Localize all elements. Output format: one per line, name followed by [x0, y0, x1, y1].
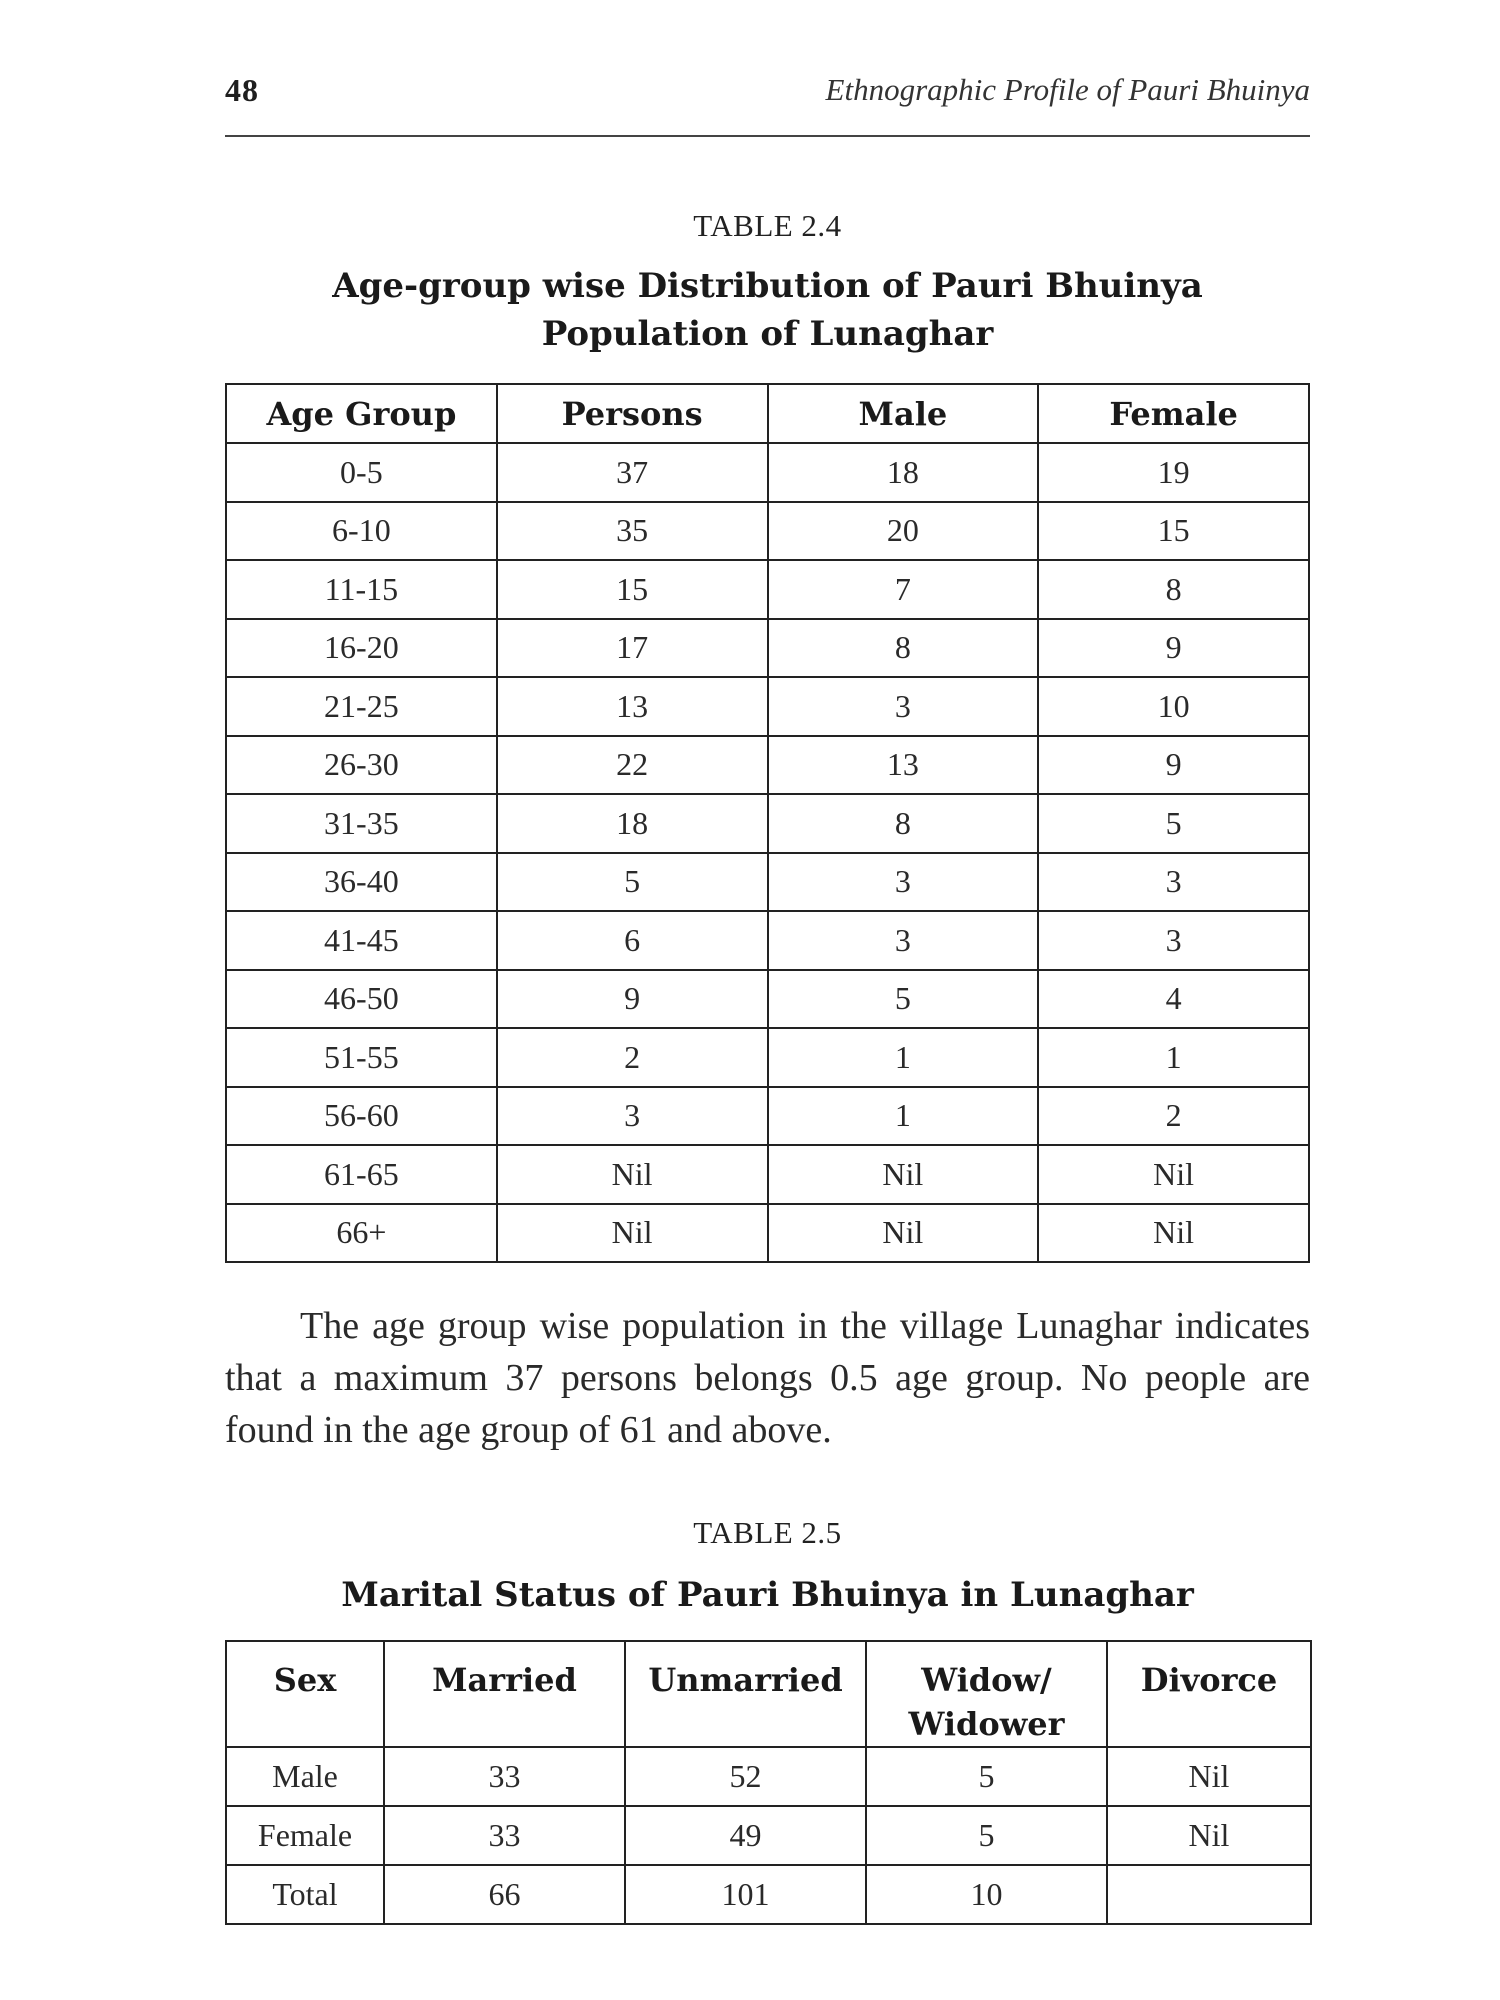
cell-female: 10 — [1038, 677, 1309, 736]
cell-female: 9 — [1038, 736, 1309, 795]
cell-married: 66 — [384, 1865, 625, 1924]
table-row — [226, 1087, 1309, 1146]
cell-male: 1 — [768, 1028, 1039, 1087]
cell-female: Nil — [1038, 1204, 1309, 1263]
body-paragraph: The age group wise population in the village Lunaghar indicates that a maximum 37 persons belongs 0.5 age group. No people are found in the age group of 61 and above. — [225, 1305, 1310, 1451]
cell-divorce — [1107, 1865, 1311, 1924]
table-row — [226, 853, 1309, 912]
table-header-row — [226, 1641, 1311, 1747]
cell-persons: Nil — [497, 1145, 768, 1204]
column-header-female: Female — [1038, 384, 1309, 443]
cell-female: 1 — [1038, 1028, 1309, 1087]
running-header — [225, 72, 1310, 122]
cell-female: 2 — [1038, 1087, 1309, 1146]
cell-widow-widower: 10 — [866, 1865, 1107, 1924]
column-header-age-group: Age Group — [226, 384, 497, 443]
cell-persons: 35 — [497, 502, 768, 561]
table-row — [226, 560, 1309, 619]
column-header-married: Married — [384, 1641, 625, 1747]
cell-age-group: 56-60 — [226, 1087, 497, 1146]
cell-sex: Total — [226, 1865, 384, 1924]
cell-persons: 3 — [497, 1087, 768, 1146]
cell-female: 4 — [1038, 970, 1309, 1029]
table-row — [226, 502, 1309, 561]
column-header-male: Male — [768, 384, 1039, 443]
table-row — [226, 677, 1309, 736]
cell-age-group: 26-30 — [226, 736, 497, 795]
cell-female: 3 — [1038, 853, 1309, 912]
table-header-row — [226, 384, 1309, 443]
table-row — [226, 1806, 1311, 1865]
cell-male: 13 — [768, 736, 1039, 795]
page-number: 48 — [225, 72, 259, 108]
cell-age-group: 6-10 — [226, 502, 497, 561]
cell-widow-widower: 5 — [866, 1806, 1107, 1865]
cell-female: 9 — [1038, 619, 1309, 678]
table-row — [226, 1204, 1309, 1263]
cell-divorce: Nil — [1107, 1747, 1311, 1806]
header-rule — [225, 135, 1310, 137]
running-title: Ethnographic Profile of Pauri Bhuinya — [825, 72, 1310, 107]
marital-status-table — [225, 1640, 1312, 1925]
cell-male: Nil — [768, 1204, 1039, 1263]
column-header-persons: Persons — [497, 384, 768, 443]
table-2-5-label: TABLE 2.5 — [693, 1515, 842, 1550]
table-row — [226, 1028, 1309, 1087]
cell-male: 5 — [768, 970, 1039, 1029]
cell-persons: 6 — [497, 911, 768, 970]
cell-sex: Male — [226, 1747, 384, 1806]
cell-male: 3 — [768, 853, 1039, 912]
cell-male: 3 — [768, 677, 1039, 736]
column-header-widow-line: Widow/ — [921, 1661, 1052, 1699]
cell-age-group: 36-40 — [226, 853, 497, 912]
cell-female: 3 — [1038, 911, 1309, 970]
cell-persons: 37 — [497, 443, 768, 502]
table-2-4-title-line-1: Age-group wise Distribution of Pauri Bhuinya — [332, 266, 1203, 306]
cell-male: Nil — [768, 1145, 1039, 1204]
table-row — [226, 619, 1309, 678]
table-row — [226, 1865, 1311, 1924]
cell-unmarried: 52 — [625, 1747, 866, 1806]
table-2-4-title — [225, 262, 1310, 358]
age-group-table — [225, 383, 1310, 1263]
table-row — [226, 1747, 1311, 1806]
cell-female: 5 — [1038, 794, 1309, 853]
table-2-4-title-line-2: Population of Lunaghar — [541, 314, 994, 354]
cell-age-group: 51-55 — [226, 1028, 497, 1087]
column-header-divorce: Divorce — [1107, 1641, 1311, 1747]
cell-male: 18 — [768, 443, 1039, 502]
column-header-widow-widower — [866, 1641, 1107, 1747]
cell-unmarried: 49 — [625, 1806, 866, 1865]
table-row — [226, 911, 1309, 970]
cell-age-group: 16-20 — [226, 619, 497, 678]
cell-age-group: 61-65 — [226, 1145, 497, 1204]
column-header-sex: Sex — [226, 1641, 384, 1747]
cell-persons: 18 — [497, 794, 768, 853]
cell-female: Nil — [1038, 1145, 1309, 1204]
cell-age-group: 11-15 — [226, 560, 497, 619]
table-2-4-label: TABLE 2.4 — [693, 208, 842, 243]
cell-age-group: 46-50 — [226, 970, 497, 1029]
cell-age-group: 31-35 — [226, 794, 497, 853]
cell-persons: 13 — [497, 677, 768, 736]
cell-persons: 17 — [497, 619, 768, 678]
cell-male: 20 — [768, 502, 1039, 561]
cell-male: 7 — [768, 560, 1039, 619]
table-row — [226, 794, 1309, 853]
cell-divorce: Nil — [1107, 1806, 1311, 1865]
cell-male: 8 — [768, 619, 1039, 678]
cell-male: 1 — [768, 1087, 1039, 1146]
cell-persons: Nil — [497, 1204, 768, 1263]
cell-persons: 9 — [497, 970, 768, 1029]
cell-age-group: 41-45 — [226, 911, 497, 970]
column-header-widower-line: Widower — [908, 1705, 1065, 1743]
table-row — [226, 970, 1309, 1029]
cell-male: 3 — [768, 911, 1039, 970]
cell-age-group: 66+ — [226, 1204, 497, 1263]
cell-persons: 22 — [497, 736, 768, 795]
cell-sex: Female — [226, 1806, 384, 1865]
cell-married: 33 — [384, 1806, 625, 1865]
cell-married: 33 — [384, 1747, 625, 1806]
cell-male: 8 — [768, 794, 1039, 853]
cell-female: 15 — [1038, 502, 1309, 561]
cell-female: 8 — [1038, 560, 1309, 619]
cell-age-group: 21-25 — [226, 677, 497, 736]
cell-persons: 15 — [497, 560, 768, 619]
cell-widow-widower: 5 — [866, 1747, 1107, 1806]
cell-female: 19 — [1038, 443, 1309, 502]
cell-age-group: 0-5 — [226, 443, 497, 502]
table-row — [226, 1145, 1309, 1204]
table-row — [226, 443, 1309, 502]
table-2-5-title: Marital Status of Pauri Bhuinya in Lunaghar — [341, 1575, 1194, 1615]
cell-unmarried: 101 — [625, 1865, 866, 1924]
table-row — [226, 736, 1309, 795]
cell-persons: 5 — [497, 853, 768, 912]
column-header-unmarried: Unmarried — [625, 1641, 866, 1747]
cell-persons: 2 — [497, 1028, 768, 1087]
